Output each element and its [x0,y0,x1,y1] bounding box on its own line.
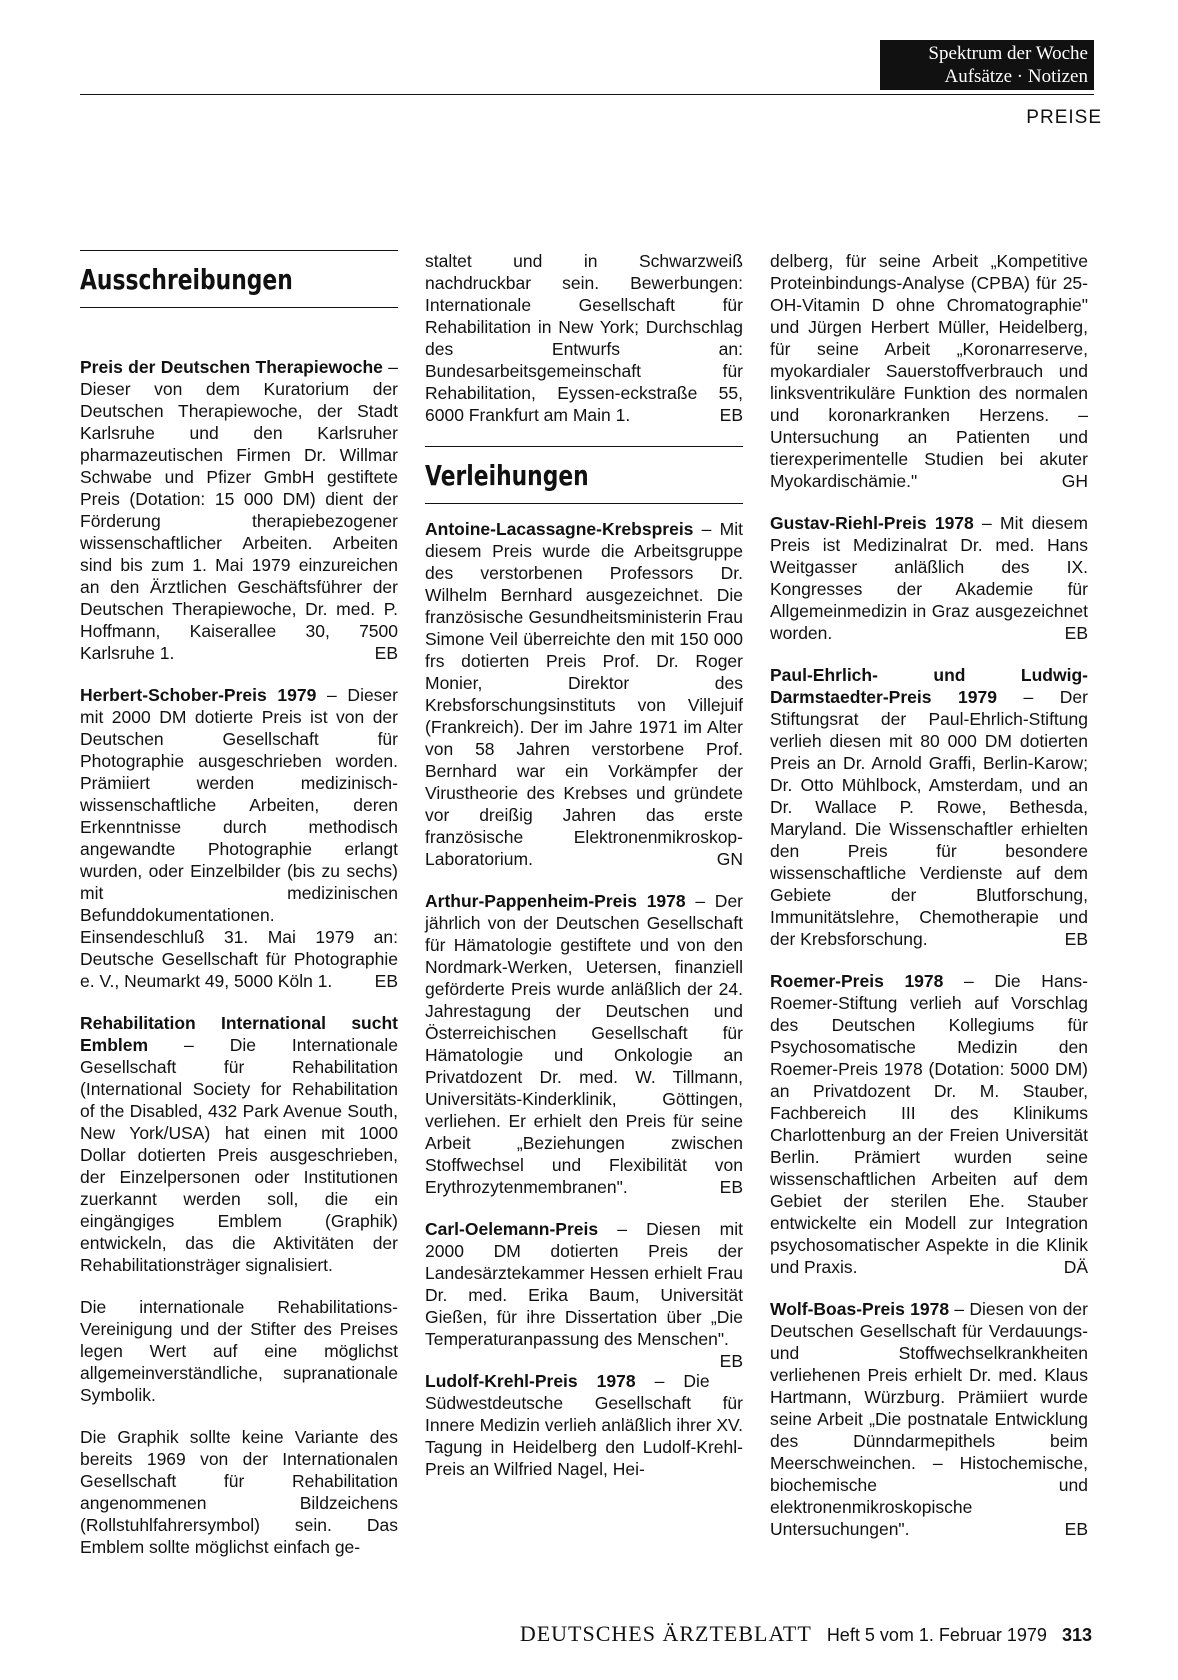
header-badge-line2: Aufsätze · Notizen [944,66,1088,87]
article-text: – Mit diesem Preis ist Medizinalrat Dr. med. Hans Weitgasser anläßlich des IX. Kongresses der Akademie für Allgemeinmedizin in Graz ausgezeichnet worden. [770,513,1088,643]
article-text: – Die Internationale Gesellschaft für Rehabilitation (International Society for Rehabilitation of the Disabled, 432 Park Avenue South, New York/USA) hat einen mit 1000 Dollar dotierten Preis ausgeschrieben, der Einzelpersonen oder Institutionen zuerkannt werden soll, die ein eingängiges Emblem (Graphik) entwickeln, das die Aktivitäten der Rehabilitationsträger signalisiert. [80,1035,398,1275]
article-title: Herbert-Schober-Preis 1979 [80,685,317,705]
column-3 [770,250,1088,1540]
author-signature: EB [719,405,743,425]
journal-name: DEUTSCHES ÄRZTEBLATT [519,1621,812,1646]
article-title: Arthur-Pappenheim-Preis 1978 [425,891,686,911]
article-title: Carl-Oelemann-Preis [425,1219,599,1239]
column-1 [80,250,398,1558]
article-krehl [425,1370,743,1480]
article-rehabilitation-emblem [80,1012,398,1276]
author-signature: EB [374,643,398,663]
heading-rule-bottom [80,307,398,308]
article-text: – Der jährlich von der Deutschen Gesellschaft für Hämatologie gestiftete und von den Nordmark-Werken, Uetersen, finanziell geförderte Preis wurde anläßlich der 24. Jahrestagung der Deutschen und Österreichischen Gesellschaft für Hämatologie und Onkologie an Privatdozent Dr. med. W. Tillmann, Universitäts-Kinderklinik, Göttingen, verliehen. Er erhielt den Preis für seine Arbeit „Beziehungen zwischen Stoffwechsel und Flexibilität von Erythrozytenmembranen". [425,891,744,1197]
article-riehl [770,512,1088,644]
article-title: Paul-Ehrlich- und Ludwig-Darmstaedter-Preis 1979 [770,665,1088,707]
article-title: Antoine-Lacassagne-Krebspreis [425,519,694,539]
article-herbert-schober [80,684,398,992]
issue-info: Heft 5 vom 1. Februar 1979 [826,1625,1047,1645]
heading-verleihungen: Verleihungen [425,459,589,492]
article-text: – Die Südwestdeutsche Gesellschaft für Innere Medizin verlieh anläßlich ihrer XV. Tagung in Heidelberg den Ludolf-Krehl-Preis an Wilfried Nagel, Hei- [425,1371,743,1479]
article-wolf-boas [770,1298,1088,1540]
column-2 [425,250,743,1480]
heading-ausschreibungen: Ausschreibungen [80,263,293,296]
article-title: Preis der Deutschen Therapiewoche [80,357,383,377]
article-text: – Die Hans-Roemer-Stiftung verlieh auf Vorschlag des Deutschen Kollegiums für Psychosomatische Medizin den Roemer-Preis 1978 (Dotation: 5000 DM) an Privatdozent Dr. M. Stauber, Fachbereich III des Klinikums Charlottenburg an der Freien Universität Berlin. Prämiert wurden seine wissenschaftlichen Arbeiten auf dem Gebiet der sterilen Ehe. Stauber entwickelte ein Modell zur Integration psychosomatischer Aspekte in die Klinik und Praxis. [770,971,1088,1277]
article-text: – Diesen von der Deutschen Gesellschaft für Verdauungs- und Stoffwechselkrankheiten verliehenen Preis erhielt Dr. med. Klaus Hartmann, Würzburg. Prämiiert wurde seine Arbeit „Die postnatale Entwicklung des Dünndarmepithels beim Meerschweinchen. – Histochemische, biochemische und elektronenmikroskopische Untersuchungen". [770,1299,1088,1539]
author-signature: EB [374,971,398,991]
author-signature: DÄ [1063,1257,1088,1277]
article-lacassagne [425,518,743,870]
article-text: – Der Stiftungsrat der Paul-Ehrlich-Stiftung verlieh diesen mit 80 000 DM dotierten Preis an Dr. Arnold Graffi, Berlin-Karow; Dr. Otto Mühlbock, Amsterdam, und an Dr. Wallace P. Rowe, Bethesda, Maryland. Die Wissenschaftler erhielten den Preis für besondere wissenschaftliche Verdienste auf dem Gebiete der Blutforschung, Immunitätslehre, Chemotherapie und der Krebsforschung. [770,687,1088,949]
heading-rule-bottom [425,503,743,504]
heading-verleihungen-block [425,446,743,504]
article-continued [770,250,1088,492]
article-title: Rehabilitation International sucht Emblem [80,1013,398,1055]
article-title: Roemer-Preis 1978 [770,971,944,991]
article-paragraph: Die internationale Rehabilitations-Vereinigung und der Stifter des Preises legen Wert auf eine möglichst allgemeinverständliche, supranationale Symbolik. [80,1297,398,1405]
article-roemer [770,970,1088,1278]
header-rule [80,94,1094,95]
article-paragraph: Die Graphik sollte keine Variante des bereits 1969 von der Internationalen Gesellschaft für Rehabilitation angenommenen Bildzeichens (Rollstuhlfahrersymbol) sein. Das Emblem sollte möglichst einfach ge- [80,1427,398,1557]
article-continued [425,250,743,426]
article-text: – Diesen mit 2000 DM dotierten Preis der Landesärztekammer Hessen erhielt Frau Dr. med. Erika Baum, Universität Gießen, für ihre Dissertation über „Die Temperaturanpassung des Menschen". [425,1219,743,1349]
header-badge-line1: Spektrum der Woche [928,43,1088,64]
author-signature: EB [1064,623,1088,643]
author-signature: GH [1061,471,1088,491]
article-title: Ludolf-Krehl-Preis 1978 [425,1371,636,1391]
author-signature: EB [1064,1519,1088,1539]
author-signature: EB [1064,929,1088,949]
author-signature: GN [716,849,743,869]
article-text: – Mit diesem Preis wurde die Arbeitsgruppe des verstorbenen Professors Dr. Wilhelm Bernhard ausgezeichnet. Die französische Gesundheitsministerin Frau Simone Veil überreichte den mit 150 000 frs dotierten Preis Prof. Dr. Roger Monier, Direktor des Krebsforschungsinstituts von Villejuif (Frankreich). Der im Jahre 1971 im Alter von 58 Jahren verstorbene Prof. Bernhard war ein Vorkämpfer der Virustheorie des Krebses und gründete vor dreißig Jahren das erste französische Elektronenmikroskop-Laboratorium. [425,519,743,869]
article-oelemann [425,1218,743,1371]
article-title: Gustav-Riehl-Preis 1978 [770,513,974,533]
article-title: Wolf-Boas-Preis 1978 [770,1299,950,1319]
author-signature: EB [719,1351,743,1371]
article-text: staltet und in Schwarzweiß nachdruckbar sein. Bewerbungen: Internationale Gesellschaft für Rehabilitation in New York; Durchschlag des Entwurfs an: Bundesarbeitsgemeinschaft für Rehabilitation, Eyssen-eckstraße 55, 6000 Frankfurt am Main 1. [425,251,743,425]
header-badge [880,40,1094,90]
article-therapiewoche [80,356,398,664]
article-ehrlich-darmstaedter [770,664,1088,950]
article-text: delberg, für seine Arbeit „Kompetitive Proteinbindungs-Analyse (CPBA) für 25-OH-Vitamin D ohne Chromatographie" und Jürgen Herbert Müller, Heidelberg, für seine Arbeit „Koronarreserve, myokardialer Sauerstoffverbrauch und linksventrikuläre Funktion des normalen und koronarkranken Herzens. – Untersuchung an Patienten und tierexperimentelle Studien bei akuter Myokardischämie." [770,251,1088,491]
page-number: 313 [1061,1625,1092,1645]
heading-ausschreibungen-block [80,250,398,308]
page-footer [520,1621,1092,1647]
author-signature: EB [719,1177,743,1197]
article-text: – Dieser von dem Kuratorium der Deutschen Therapiewoche, der Stadt Karlsruhe und den Karlsruher pharmazeutischen Firmen Dr. Willmar Schwabe und Pfizer GmbH gestiftete Preis (Dotation: 15 000 DM) dient der Förderung therapiebezogener wissenschaftlicher Arbeiten. Arbeiten sind bis zum 1. Mai 1979 einzureichen an den Ärztlichen Geschäftsführer der Deutschen Therapiewoche, Dr. med. P. Hoffmann, Kaiserallee 30, 7500 Karlsruhe 1. [80,357,398,663]
article-pappenheim [425,890,743,1198]
article-text: – Dieser mit 2000 DM dotierte Preis ist von der Deutschen Gesellschaft für Photographie ausgeschrieben worden. Prämiiert werden medizinisch-wissenschaftliche Arbeiten, deren Erkenntnisse durch methodisch angewandte Photographie erlangt wurden, oder Einzelbilder (bis zu sechs) mit medizinischen Befunddokumentationen. Einsendeschluß 31. Mai 1979 an: Deutsche Gesellschaft für Photographie e. V., Neumarkt 49, 5000 Köln 1. [80,685,398,991]
section-label: PREISE [1026,107,1102,128]
